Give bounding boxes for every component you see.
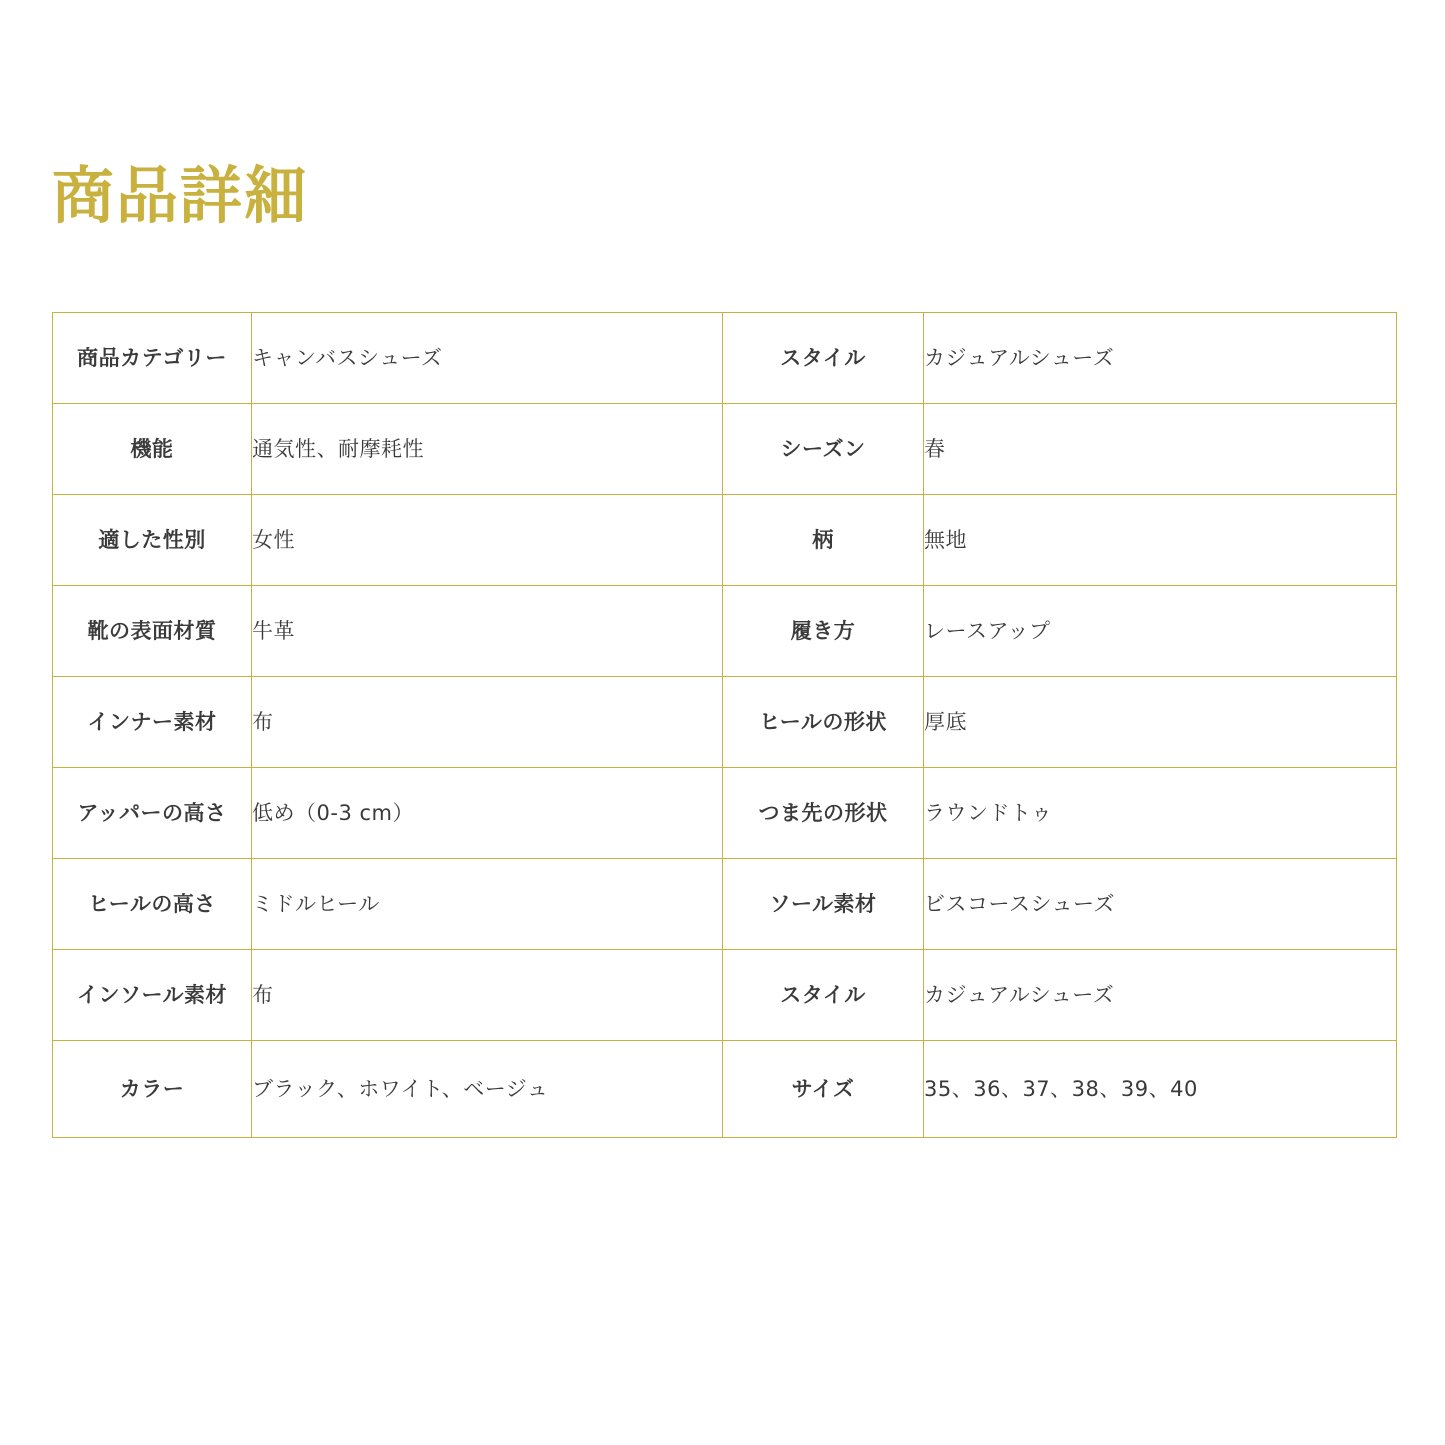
spec-value: カジュアルシューズ xyxy=(924,950,1397,1041)
table-row xyxy=(53,1041,1397,1138)
spec-value: カジュアルシューズ xyxy=(924,313,1397,404)
spec-label: つま先の形状 xyxy=(723,768,924,859)
spec-value: 布 xyxy=(252,677,723,768)
spec-label: 靴の表面材質 xyxy=(53,586,252,677)
spec-table-body xyxy=(53,313,1397,1138)
spec-value: キャンバスシューズ xyxy=(252,313,723,404)
spec-value: ビスコースシューズ xyxy=(924,859,1397,950)
spec-label: アッパーの高さ xyxy=(53,768,252,859)
spec-label: 履き方 xyxy=(723,586,924,677)
spec-label: カラー xyxy=(53,1041,252,1138)
spec-label: 商品カテゴリー xyxy=(53,313,252,404)
spec-value: ラウンドトゥ xyxy=(924,768,1397,859)
spec-value: 無地 xyxy=(924,495,1397,586)
spec-label: インナー素材 xyxy=(53,677,252,768)
spec-label: ヒールの形状 xyxy=(723,677,924,768)
spec-value: 35、36、37、38、39、40 xyxy=(924,1041,1397,1138)
spec-value: 牛革 xyxy=(252,586,723,677)
spec-label: 柄 xyxy=(723,495,924,586)
spec-value: 女性 xyxy=(252,495,723,586)
table-row xyxy=(53,677,1397,768)
table-row xyxy=(53,313,1397,404)
spec-value: ブラック、ホワイト、ベージュ xyxy=(252,1041,723,1138)
spec-label: ヒールの高さ xyxy=(53,859,252,950)
spec-value: 通気性、耐摩耗性 xyxy=(252,404,723,495)
table-row xyxy=(53,404,1397,495)
table-row xyxy=(53,950,1397,1041)
spec-label: インソール素材 xyxy=(53,950,252,1041)
table-row xyxy=(53,768,1397,859)
page-title: 商品詳細 xyxy=(52,159,309,232)
spec-label: スタイル xyxy=(723,313,924,404)
spec-value: レースアップ xyxy=(924,586,1397,677)
table-row xyxy=(53,586,1397,677)
spec-label: シーズン xyxy=(723,404,924,495)
spec-label: 機能 xyxy=(53,404,252,495)
table-row xyxy=(53,859,1397,950)
product-spec-table xyxy=(52,312,1397,1138)
spec-label: 適した性別 xyxy=(53,495,252,586)
spec-label: ソール素材 xyxy=(723,859,924,950)
table-row xyxy=(53,495,1397,586)
spec-label: サイズ xyxy=(723,1041,924,1138)
spec-value: 低め（0-3 cm） xyxy=(252,768,723,859)
spec-value: 布 xyxy=(252,950,723,1041)
spec-label: スタイル xyxy=(723,950,924,1041)
spec-value: ミドルヒール xyxy=(252,859,723,950)
spec-value: 春 xyxy=(924,404,1397,495)
spec-value: 厚底 xyxy=(924,677,1397,768)
